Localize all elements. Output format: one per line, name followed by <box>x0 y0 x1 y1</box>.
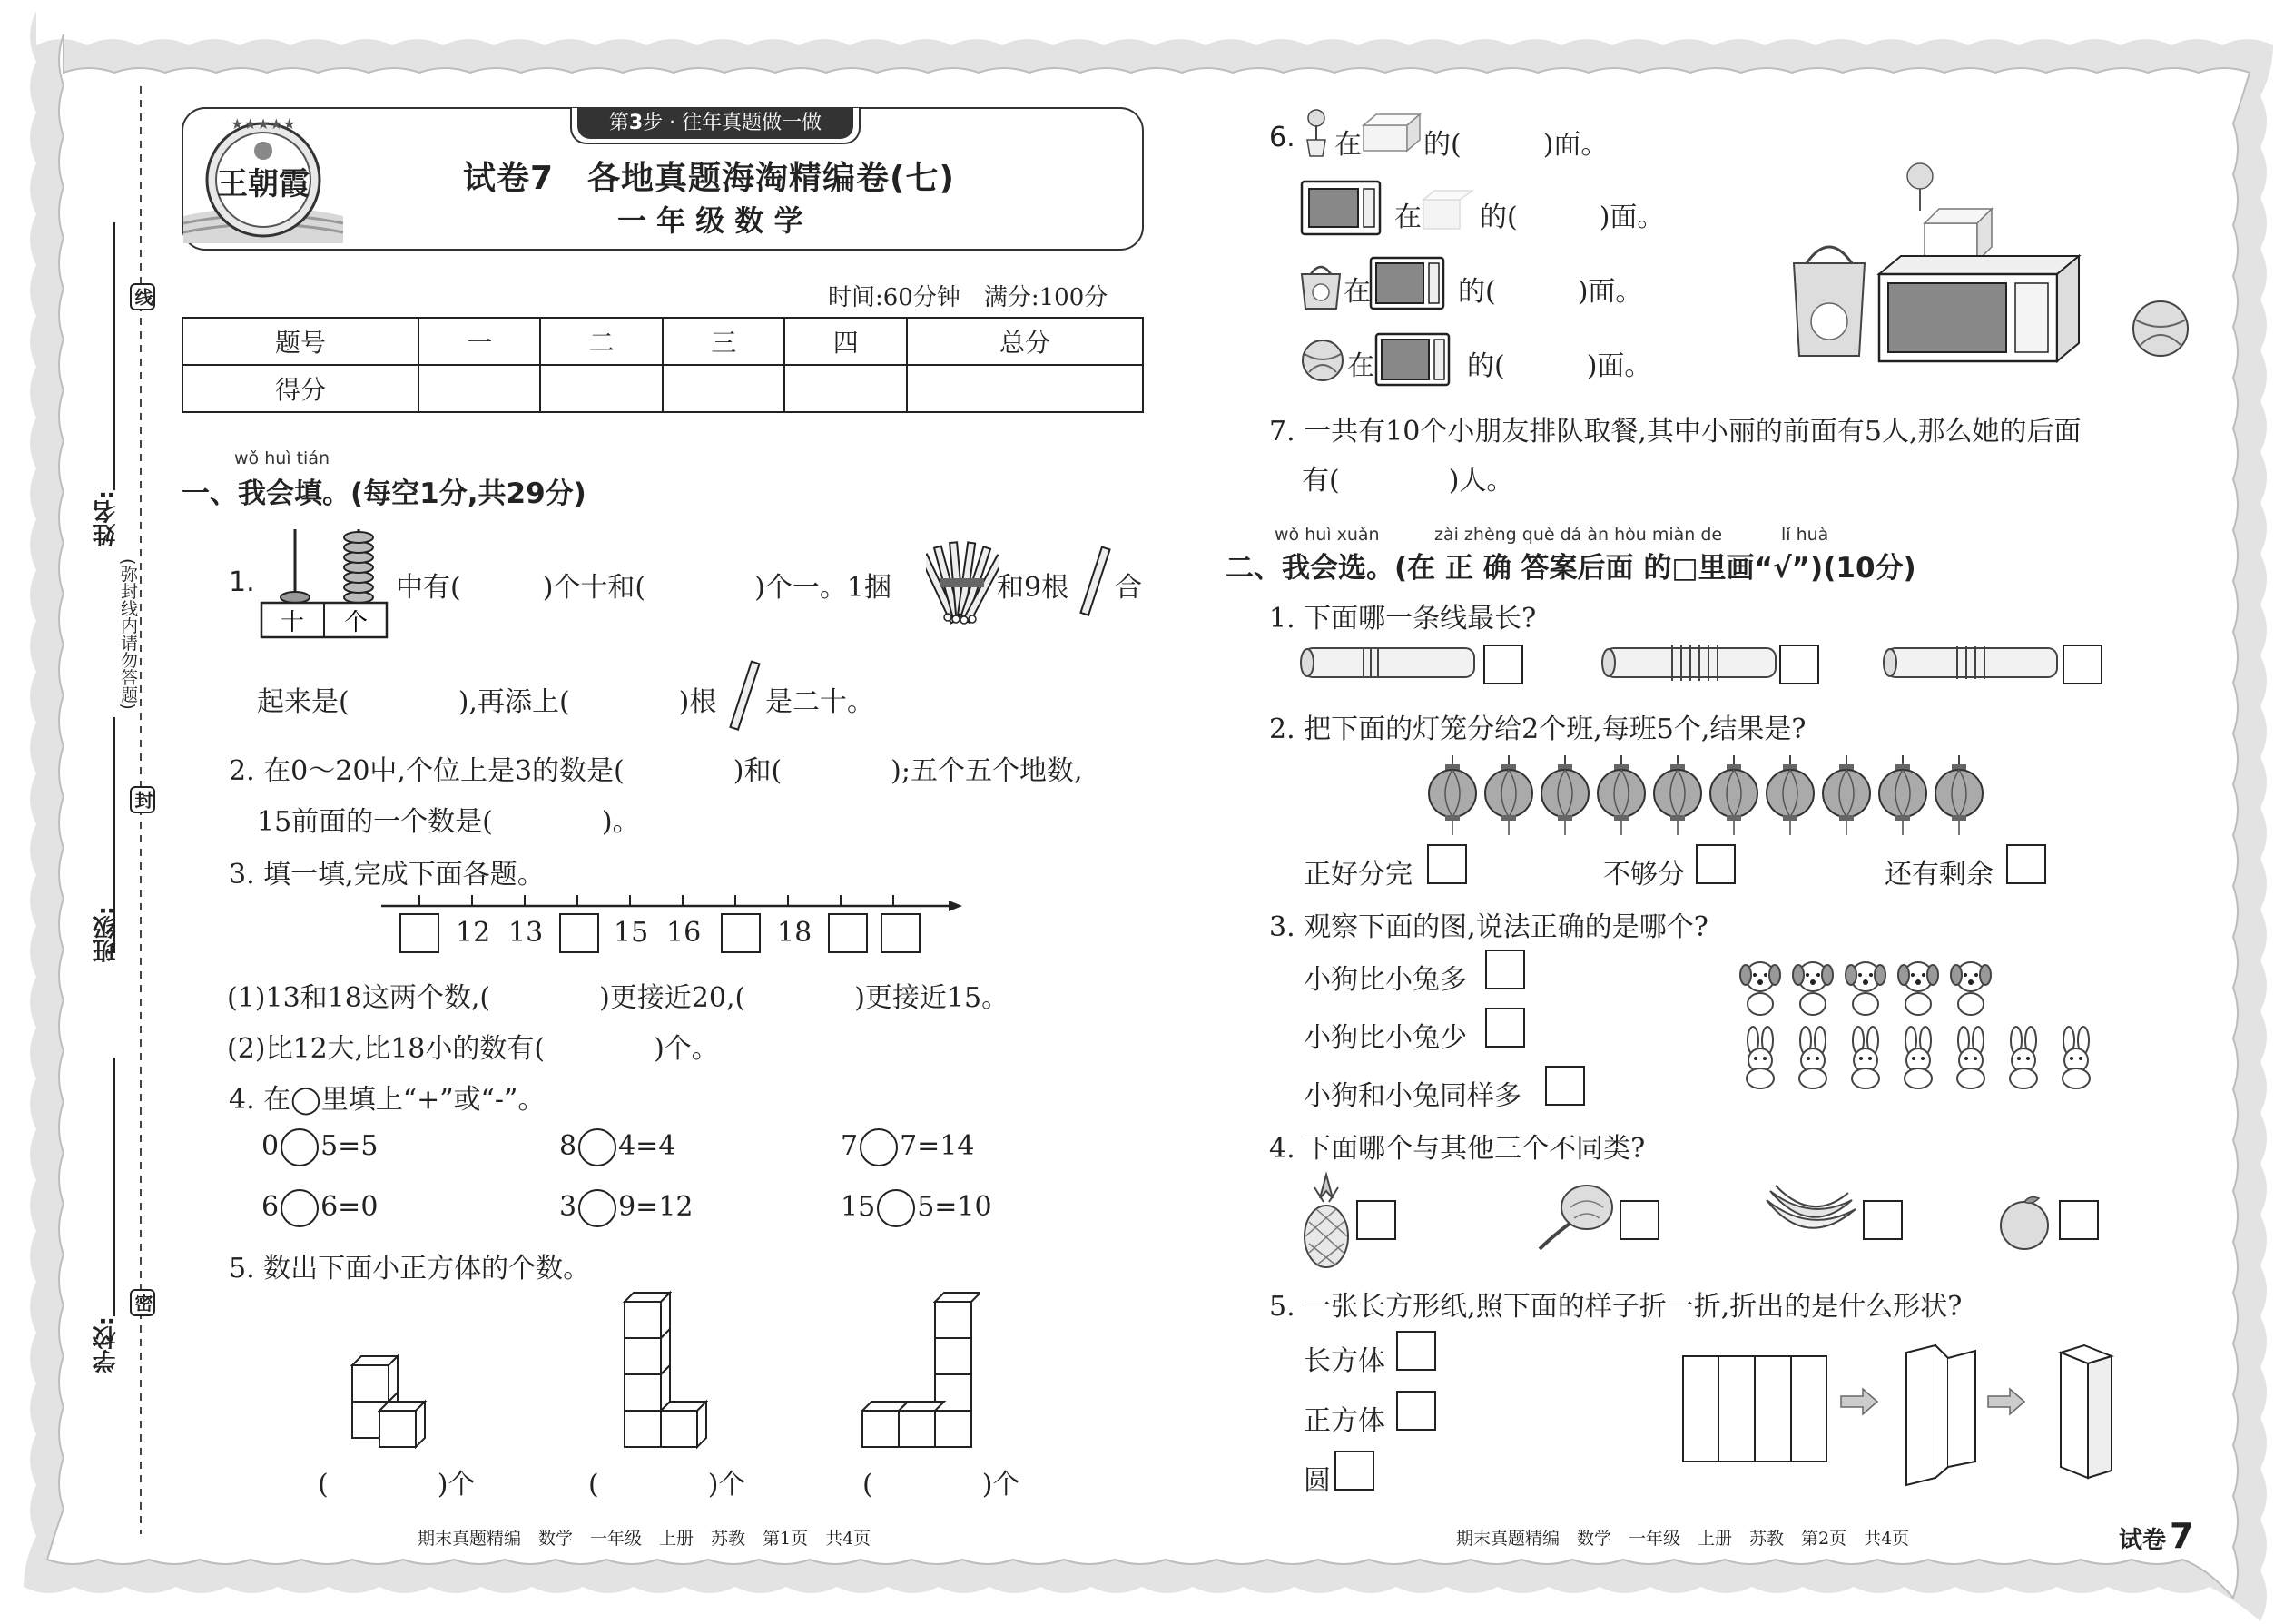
choice-box[interactable] <box>2006 844 2046 884</box>
s2-q5-option: 正方体 <box>1304 1405 1385 1437</box>
rabbit-icon <box>1999 1026 2048 1089</box>
q6-text: 的( )面。 <box>1423 129 1609 161</box>
s2-q4-text: 4. 下面哪个与其他三个不同类? <box>1269 1133 1646 1165</box>
box-icon <box>1362 111 1422 153</box>
choice-box[interactable] <box>1545 1066 1585 1106</box>
q4-item: 3 9=12 <box>559 1189 694 1227</box>
svg-text:十: 十 <box>280 609 305 636</box>
cube-stacks-figure <box>345 1289 980 1452</box>
operator-circle[interactable] <box>578 1128 616 1166</box>
operator-circle[interactable] <box>860 1128 898 1166</box>
choice-box[interactable] <box>1863 1200 1903 1240</box>
q3-text: 3. 填一填,完成下面各题。 <box>229 859 545 891</box>
s2-q2-option: 还有剩余 <box>1885 859 1994 891</box>
lantern-icon <box>1482 755 1536 837</box>
dog-icon <box>1788 955 1837 1019</box>
s2-q3-option: 小狗和小兔同样多 <box>1304 1080 1521 1112</box>
orange-icon <box>1994 1191 2055 1253</box>
s2-q5-option: 圆 <box>1304 1465 1331 1497</box>
s2-q5-option: 长方体 <box>1304 1345 1385 1377</box>
q5-answer: ( )个 <box>588 1469 746 1501</box>
q4-item: 8 4=4 <box>559 1128 675 1166</box>
q7-line1: 7. 一共有10个小朋友排队取餐,其中小丽的前面有5人,那么她的后面 <box>1269 416 2082 448</box>
q4-item: 15 5=10 <box>841 1189 992 1227</box>
number-line-label: 15 <box>614 917 649 949</box>
dog-icon <box>1894 955 1943 1019</box>
seal-dense-tag: 密 <box>130 1289 155 1316</box>
q6-text: 在 <box>1347 350 1374 382</box>
section1-pinyin: wǒ huì tián <box>234 448 330 468</box>
q6-text: 的( )面。 <box>1480 202 1665 233</box>
choice-box[interactable] <box>2059 1200 2099 1240</box>
q1-number: 1. <box>229 566 255 598</box>
abacus-icon <box>259 525 390 641</box>
rabbit-icon <box>1841 1026 1890 1089</box>
scene-illustration <box>1788 156 2206 365</box>
footer-left: 期末真题精编 数学 一年级 上册 苏教 第1页 共4页 <box>418 1529 871 1549</box>
q7-line2: 有( )人。 <box>1302 465 1514 497</box>
rope-line-icon <box>1298 639 1480 686</box>
q1-line2-b: 是二十。 <box>765 686 874 718</box>
answer-box[interactable] <box>828 913 868 953</box>
svg-text:个: 个 <box>343 609 369 636</box>
microwave-icon <box>1300 180 1382 238</box>
choice-box[interactable] <box>1485 1008 1525 1048</box>
score-header-cell: 三 <box>663 318 785 365</box>
dog-icon <box>1841 955 1890 1019</box>
footer-right: 期末真题精编 数学 一年级 上册 苏教 第2页 共4页 <box>1456 1529 1910 1549</box>
score-header-cell: 四 <box>784 318 907 365</box>
choice-box[interactable] <box>1427 844 1467 884</box>
rabbit-icon <box>1946 1026 1995 1089</box>
vegetable-icon <box>1531 1176 1621 1258</box>
box-icon <box>1422 187 1474 231</box>
s2-q1-text: 1. 下面哪一条线最长? <box>1269 603 1537 635</box>
section2-pinyin: wǒ huì xuǎn <box>1275 525 1380 545</box>
choice-box[interactable] <box>1356 1200 1396 1240</box>
operator-circle[interactable] <box>281 1128 319 1166</box>
score-header-cell: 一 <box>418 318 541 365</box>
lantern-icon <box>1538 755 1592 837</box>
exam-subtitle: 一 年 级 数 学 <box>617 203 803 238</box>
seal-seal-tag: 封 <box>130 786 155 813</box>
score-table <box>182 317 1144 413</box>
dog-icon <box>1946 955 1995 1019</box>
s2-q2-text: 2. 把下面的灯笼分给2个班,每班5个,结果是? <box>1269 714 1807 745</box>
single-stick-icon <box>1077 545 1113 617</box>
choice-box[interactable] <box>1396 1391 1436 1431</box>
lantern-icon <box>1819 755 1874 837</box>
section2-pinyin: zài zhèng què dá àn hòu miàn de <box>1434 525 1723 545</box>
score-row-label: 得分 <box>182 365 418 412</box>
score-header-cell: 题号 <box>182 318 418 365</box>
choice-box[interactable] <box>1483 645 1523 684</box>
q4-item: 6 6=0 <box>261 1189 378 1227</box>
number-line-label: 18 <box>777 917 812 949</box>
paper-fold-figure <box>1679 1342 2115 1492</box>
brand-logo <box>182 107 345 251</box>
s2-q2-option: 正好分完 <box>1304 859 1413 891</box>
s2-q3-option: 小狗比小兔多 <box>1304 964 1467 996</box>
name-label: 姓名: <box>93 490 120 547</box>
microwave-icon <box>1369 256 1445 310</box>
q4-item: 0 5=5 <box>261 1128 378 1166</box>
q2-line1: 2. 在0～20中,个位上是3的数是( )和( );五个五个地数, <box>229 755 1083 787</box>
s2-q5-text: 5. 一张长方形纸,照下面的样子折一折,折出的是什么形状? <box>1269 1291 1963 1323</box>
time-info: 时间:60分钟 满分:100分 <box>828 284 1108 311</box>
answer-box[interactable] <box>881 913 921 953</box>
rabbit-icon <box>1894 1026 1943 1089</box>
svg-text:王朝霞: 王朝霞 <box>217 166 310 202</box>
flower-vase-icon <box>1300 107 1333 158</box>
banana-icon <box>1761 1182 1861 1253</box>
class-label: 班级: <box>93 906 120 963</box>
ball-icon <box>1300 338 1345 383</box>
microwave-icon <box>1374 332 1451 387</box>
s2-q2-option: 不够分 <box>1603 859 1685 891</box>
number-line-label: 16 <box>666 917 702 949</box>
score-cell[interactable] <box>784 365 907 412</box>
section1-heading: 一、我会填。(每空1分,共29分) <box>182 477 586 510</box>
choice-box[interactable] <box>1334 1451 1374 1491</box>
single-stick-icon <box>726 659 763 732</box>
score-cell[interactable] <box>418 365 541 412</box>
lantern-icon <box>1594 755 1649 837</box>
school-label: 学校: <box>93 1316 120 1373</box>
operator-circle[interactable] <box>578 1189 616 1227</box>
rabbit-icon <box>1788 1026 1837 1089</box>
q1-line1-c: 合 <box>1115 572 1142 604</box>
s2-q3-text: 3. 观察下面的图,说法正确的是哪个? <box>1269 911 1708 943</box>
choice-box[interactable] <box>1696 844 1736 884</box>
exam-title: 试卷7 各地真题海淘精编卷(七) <box>463 160 955 197</box>
q1-line1-b: 和9根 <box>997 572 1069 604</box>
stick-bundle-icon <box>926 537 999 626</box>
paper-badge-label: 试卷 <box>2119 1527 2167 1554</box>
section2-pinyin: lǐ huà <box>1781 525 1829 545</box>
q6-text: 在 <box>1334 129 1362 161</box>
seal-line-tag: 线 <box>130 283 155 310</box>
q3-sub2: (2)比12大,比18小的数有( )个。 <box>227 1033 719 1065</box>
rabbit-icon <box>2052 1026 2101 1089</box>
lantern-icon <box>1707 755 1761 837</box>
answer-box[interactable] <box>559 913 599 953</box>
choice-box[interactable] <box>1485 950 1525 989</box>
section2-heading: 二、我会选。(在 正 确 答案后面 的□里画“√”)(10分) <box>1226 552 1916 585</box>
answer-box[interactable] <box>721 913 761 953</box>
score-header-row <box>182 318 1143 365</box>
q4-text: 4. 在◯里填上“+”或“-”。 <box>229 1084 546 1116</box>
paper-badge-number: 7 <box>2170 1516 2194 1556</box>
q3-sub1: (1)13和18这两个数,( )更接近20,( )更接近15。 <box>227 982 1009 1014</box>
score-header-cell: 总分 <box>907 318 1143 365</box>
answer-box[interactable] <box>399 913 439 953</box>
choice-box[interactable] <box>2063 645 2102 684</box>
lantern-icon <box>1763 755 1817 837</box>
lantern-icon <box>1932 755 1986 837</box>
choice-box[interactable] <box>1779 645 1819 684</box>
q6-text: 在 <box>1344 276 1371 308</box>
bag-icon <box>1298 258 1344 310</box>
rope-line-icon <box>1881 639 2063 686</box>
rabbit-icon <box>1736 1026 1785 1089</box>
score-cell[interactable] <box>907 365 1143 412</box>
score-row <box>182 365 1143 412</box>
score-cell[interactable] <box>663 365 785 412</box>
score-header-cell: 二 <box>540 318 663 365</box>
lantern-icon <box>1650 755 1705 837</box>
number-line-label: 12 <box>456 917 491 949</box>
lantern-icon <box>1425 755 1480 837</box>
paper-badge <box>2119 1516 2193 1556</box>
q5-answer: ( )个 <box>862 1469 1020 1501</box>
q1-line1-a: 中有( )个十和( )个一。1捆 <box>396 572 891 604</box>
rope-line-icon <box>1600 639 1781 686</box>
q6-number: 6. <box>1269 122 1295 153</box>
score-cell[interactable] <box>540 365 663 412</box>
q6-text: 的( )面。 <box>1467 350 1652 382</box>
number-line-label: 13 <box>508 917 544 949</box>
choice-box[interactable] <box>1396 1331 1436 1371</box>
s2-q3-option: 小狗比小兔少 <box>1304 1022 1467 1054</box>
dog-icon <box>1736 955 1785 1019</box>
q5-text: 5. 数出下面小正方体的个数。 <box>229 1253 591 1284</box>
svg-text:★★★★★: ★★★★★ <box>231 115 296 133</box>
seal-notice: (弥封线内请勿答题) <box>118 558 138 710</box>
operator-circle[interactable] <box>281 1189 319 1227</box>
lantern-icon <box>1876 755 1930 837</box>
q5-answer: ( )个 <box>318 1469 476 1501</box>
q4-item: 7 7=14 <box>841 1128 975 1166</box>
q6-text: 在 <box>1394 202 1422 233</box>
choice-box[interactable] <box>1620 1200 1659 1240</box>
q6-text: 的( )面。 <box>1458 276 1643 308</box>
step-banner: 第3步 · 往年真题做一做 <box>577 108 853 139</box>
pineapple-icon <box>1298 1171 1354 1271</box>
operator-circle[interactable] <box>877 1189 915 1227</box>
q1-line2-a: 起来是( ),再添上( )根 <box>257 686 717 718</box>
q2-line2: 15前面的一个数是( )。 <box>257 806 640 838</box>
